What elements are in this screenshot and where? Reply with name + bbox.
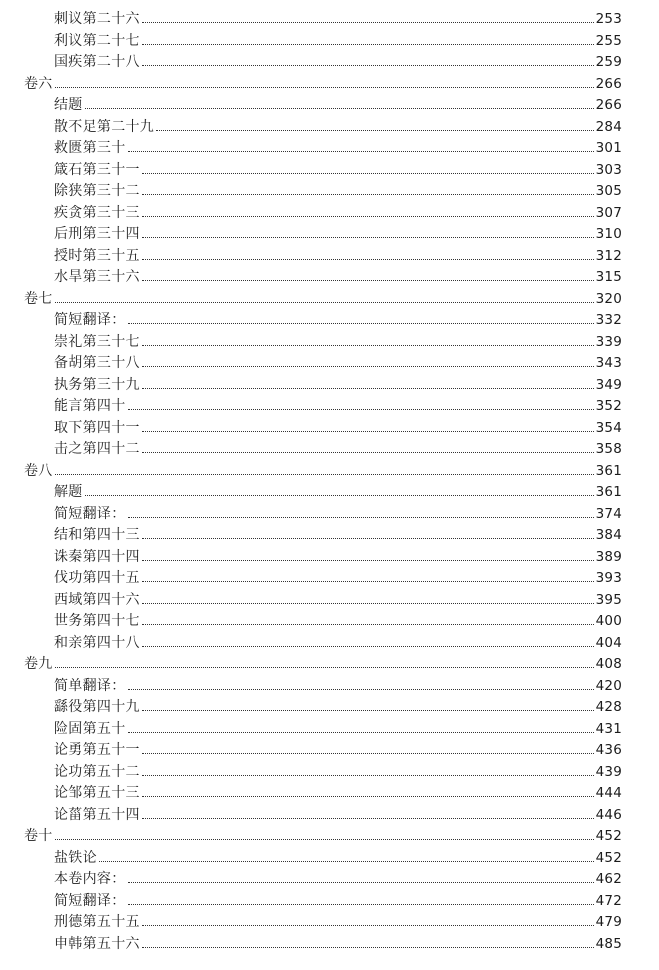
toc-entry-title: 简单翻译：: [54, 677, 126, 694]
toc-entry-title: 执务第三十九: [54, 376, 140, 393]
toc-chapter-entry[interactable]: [54, 930, 622, 952]
dot-leader: [142, 173, 594, 174]
dot-leader: [142, 237, 594, 238]
toc-chapter-entry[interactable]: [54, 693, 622, 715]
toc-chapter-entry[interactable]: [54, 629, 622, 651]
toc-entry-title: 论勇第五十一: [54, 742, 140, 758]
toc-entry-title: 申韩第五十六: [54, 935, 140, 952]
dot-leader: [142, 452, 594, 453]
toc-chapter-entry[interactable]: [54, 500, 622, 522]
dot-leader: [142, 818, 594, 819]
dot-leader: [55, 839, 594, 840]
toc-entry-page-number: 253: [595, 11, 622, 27]
toc-entry-page-number: 305: [595, 183, 622, 199]
toc-entry-title: 卷七: [24, 290, 53, 307]
toc-entry-title: 授时第三十五: [54, 247, 140, 264]
dot-leader: [85, 495, 594, 496]
toc-entry-page-number: 436: [595, 742, 622, 758]
toc-entry-title: 卷十: [24, 828, 53, 844]
toc-entry-page-number: 361: [595, 484, 622, 500]
toc-entry-page-number: 452: [595, 849, 622, 866]
dot-leader: [55, 474, 594, 475]
toc-entry-title: 论功第五十二: [54, 763, 140, 780]
toc-entry-title: 世务第四十七: [54, 613, 140, 629]
toc-entry-page-number: 332: [595, 312, 622, 328]
toc-entry-page-number: 446: [595, 806, 622, 823]
toc-chapter-entry[interactable]: [54, 779, 622, 801]
toc-entry-title: 备胡第三十八: [54, 355, 140, 371]
toc-volume-entry[interactable]: [24, 457, 622, 479]
dot-leader: [142, 753, 594, 754]
toc-entry-title: 卷八: [24, 462, 53, 479]
toc-chapter-entry[interactable]: [54, 177, 622, 199]
toc-entry-title: 卷六: [24, 75, 53, 92]
toc-entry-title: 论菑第五十四: [54, 806, 140, 823]
toc-entry-page-number: 301: [595, 140, 622, 156]
toc-entry-title: 利议第二十七: [54, 32, 140, 49]
dot-leader: [142, 259, 594, 260]
dot-leader: [55, 87, 594, 88]
dot-leader: [99, 861, 594, 862]
toc-chapter-entry[interactable]: [54, 543, 622, 565]
toc-entry-title: 西域第四十六: [54, 591, 140, 608]
toc-volume-entry[interactable]: [24, 285, 622, 307]
toc-entry-title: 取下第四十一: [54, 419, 140, 436]
toc-chapter-entry[interactable]: [54, 306, 622, 328]
dot-leader: [128, 151, 594, 152]
toc-chapter-entry[interactable]: [54, 865, 622, 887]
toc-chapter-entry[interactable]: [54, 156, 622, 178]
toc-entry-page-number: 352: [595, 398, 622, 414]
toc-entry-page-number: 462: [595, 871, 622, 887]
toc-entry-title: 本卷内容：: [54, 871, 126, 887]
toc-entry-title: 盐铁论: [54, 849, 97, 866]
dot-leader: [142, 65, 594, 66]
toc-entry-title: 刺议第二十六: [54, 11, 140, 27]
dot-leader: [142, 194, 594, 195]
toc-chapter-entry[interactable]: [54, 478, 622, 500]
dot-leader: [142, 710, 594, 711]
toc-chapter-entry[interactable]: [54, 134, 622, 156]
toc-chapter-entry[interactable]: [54, 564, 622, 586]
toc-entry-title: 结题: [54, 97, 83, 113]
toc-chapter-entry[interactable]: [54, 113, 622, 135]
toc-chapter-entry[interactable]: [54, 48, 622, 70]
toc-entry-page-number: 320: [595, 290, 622, 307]
dot-leader: [55, 667, 594, 668]
toc-entry-page-number: 259: [595, 54, 622, 70]
dot-leader: [128, 904, 594, 905]
toc-entry-page-number: 312: [595, 247, 622, 264]
dot-leader: [55, 302, 594, 303]
toc-entry-page-number: 384: [595, 527, 622, 543]
toc-entry-page-number: 408: [595, 656, 622, 672]
toc-chapter-entry[interactable]: [54, 91, 622, 113]
dot-leader: [142, 366, 594, 367]
toc-entry-page-number: 389: [595, 548, 622, 565]
toc-entry-page-number: 266: [595, 97, 622, 113]
toc-entry-title: 刑德第五十五: [54, 914, 140, 930]
toc-entry-page-number: 420: [595, 677, 622, 694]
toc-entry-title: 论邹第五十三: [54, 785, 140, 801]
toc-entry-title: 除狭第三十二: [54, 183, 140, 199]
toc-chapter-entry[interactable]: [54, 887, 622, 909]
toc-entry-title: 箴石第三十一: [54, 161, 140, 178]
toc-entry-title: 卷九: [24, 656, 53, 672]
toc-entry-page-number: 431: [595, 720, 622, 737]
dot-leader: [142, 947, 594, 948]
dot-leader: [142, 22, 594, 23]
dot-leader: [142, 345, 594, 346]
toc-entry-title: 崇礼第三十七: [54, 333, 140, 350]
toc-entry-page-number: 307: [595, 204, 622, 221]
dot-leader: [142, 538, 594, 539]
dot-leader: [142, 280, 594, 281]
toc-entry-title: 和亲第四十八: [54, 634, 140, 651]
toc-volume-entry[interactable]: [24, 650, 622, 672]
toc-chapter-entry[interactable]: [54, 27, 622, 49]
toc-entry-page-number: 400: [595, 613, 622, 629]
dot-leader: [142, 431, 594, 432]
toc-chapter-entry[interactable]: [54, 758, 622, 780]
toc-chapter-entry[interactable]: [54, 672, 622, 694]
dot-leader: [128, 882, 594, 883]
toc-chapter-entry[interactable]: [54, 199, 622, 221]
toc-chapter-entry[interactable]: [54, 371, 622, 393]
dot-leader: [142, 646, 594, 647]
toc-entry-page-number: 428: [595, 699, 622, 715]
toc-entry-page-number: 395: [595, 591, 622, 608]
toc-entry-title: 国疾第二十八: [54, 54, 140, 70]
toc-entry-page-number: 339: [595, 333, 622, 350]
toc-chapter-entry[interactable]: [54, 242, 622, 264]
toc-chapter-entry[interactable]: [54, 736, 622, 758]
toc-entry-title: 救匮第三十: [54, 140, 126, 156]
toc-entry-page-number: 303: [595, 161, 622, 178]
toc-chapter-entry[interactable]: [54, 220, 622, 242]
dot-leader: [128, 409, 594, 410]
dot-leader: [142, 388, 594, 389]
toc-chapter-entry[interactable]: [54, 908, 622, 930]
toc-entry-title: 水旱第三十六: [54, 269, 140, 285]
toc-entry-title: 散不足第二十九: [54, 118, 155, 135]
dot-leader: [128, 689, 594, 690]
dot-leader: [128, 323, 594, 324]
toc-entry-title: 伐功第四十五: [54, 570, 140, 586]
toc-entry-page-number: 310: [595, 226, 622, 242]
toc-entry-page-number: 343: [595, 355, 622, 371]
dot-leader: [142, 603, 594, 604]
toc-entry-title: 击之第四十二: [54, 441, 140, 457]
toc-entry-page-number: 315: [595, 269, 622, 285]
toc-entry-title: 能言第四十: [54, 398, 126, 414]
toc-entry-page-number: 255: [595, 32, 622, 49]
dot-leader: [142, 581, 594, 582]
dot-leader: [128, 732, 594, 733]
toc-chapter-entry[interactable]: [54, 586, 622, 608]
dot-leader: [156, 130, 594, 131]
toc-entry-page-number: 374: [595, 505, 622, 522]
dot-leader: [142, 624, 594, 625]
toc-entry-title: 险固第五十: [54, 720, 126, 737]
dot-leader: [142, 775, 594, 776]
toc-chapter-entry[interactable]: [54, 392, 622, 414]
dot-leader: [142, 925, 594, 926]
toc-entry-title: 结和第四十三: [54, 527, 140, 543]
toc-chapter-entry[interactable]: [54, 414, 622, 436]
toc-chapter-entry[interactable]: [54, 263, 622, 285]
toc-volume-entry[interactable]: [24, 822, 622, 844]
toc-chapter-entry[interactable]: [54, 801, 622, 823]
toc-entry-page-number: 349: [595, 376, 622, 393]
toc-entry-page-number: 479: [595, 914, 622, 930]
toc-entry-title: 简短翻译：: [54, 892, 126, 909]
dot-leader: [142, 216, 594, 217]
toc-entry-page-number: 361: [595, 462, 622, 479]
toc-chapter-entry[interactable]: [54, 435, 622, 457]
dot-leader: [85, 108, 594, 109]
toc-chapter-entry[interactable]: [54, 328, 622, 350]
toc-entry-page-number: 354: [595, 419, 622, 436]
toc-volume-entry[interactable]: [24, 70, 622, 92]
toc-entry-page-number: 393: [595, 570, 622, 586]
toc-entry-title: 疾贪第三十三: [54, 204, 140, 221]
toc-entry-title: 简短翻译：: [54, 505, 126, 522]
toc-entry-title: 简短翻译：: [54, 312, 126, 328]
toc-entry-title: 后刑第三十四: [54, 226, 140, 242]
toc-entry-page-number: 485: [595, 935, 622, 952]
toc-entry-page-number: 404: [595, 634, 622, 651]
toc-chapter-entry[interactable]: [54, 521, 622, 543]
toc-entry-page-number: 266: [595, 75, 622, 92]
toc-entry-page-number: 284: [595, 118, 622, 135]
dot-leader: [128, 517, 594, 518]
toc-entry-title: 繇役第四十九: [54, 699, 140, 715]
dot-leader: [142, 44, 594, 45]
toc-entry-title: 解题: [54, 484, 83, 500]
toc-entry-page-number: 358: [595, 441, 622, 457]
toc-entry-page-number: 472: [595, 892, 622, 909]
toc-chapter-entry[interactable]: [54, 844, 622, 866]
toc-chapter-entry[interactable]: [54, 715, 622, 737]
dot-leader: [142, 560, 594, 561]
toc-entry-page-number: 439: [595, 763, 622, 780]
toc-chapter-entry[interactable]: [54, 5, 622, 27]
toc-entry-page-number: 444: [595, 785, 622, 801]
dot-leader: [142, 796, 594, 797]
toc-chapter-entry[interactable]: [54, 349, 622, 371]
toc-entry-page-number: 452: [595, 828, 622, 844]
toc-chapter-entry[interactable]: [54, 607, 622, 629]
toc-entry-title: 诛秦第四十四: [54, 548, 140, 565]
